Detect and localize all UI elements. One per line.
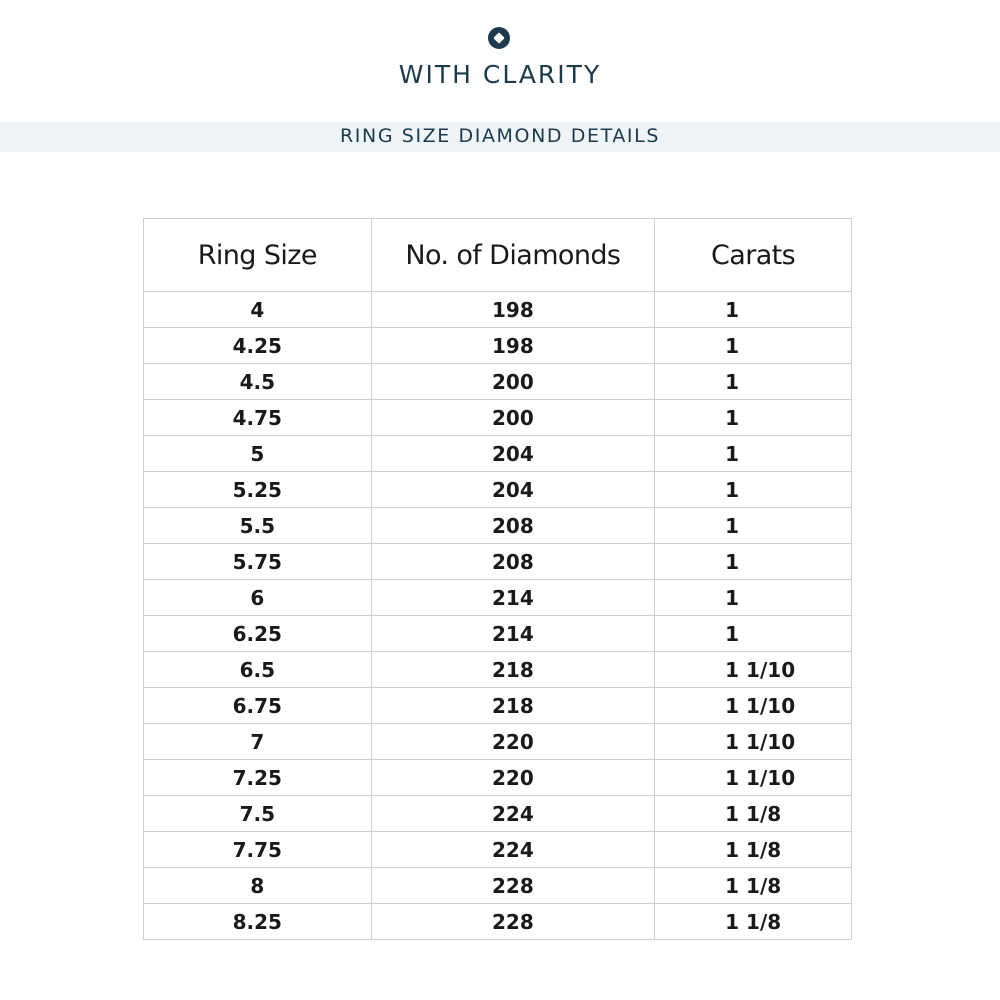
header-carats: Carats: [655, 219, 852, 292]
cell-no-of-diamonds: 198: [371, 292, 655, 328]
cell-carats: 1 1/8: [655, 796, 852, 832]
cell-carats: 1: [655, 580, 852, 616]
ring-size-table: [143, 218, 852, 940]
cell-ring-size: 6.25: [144, 616, 372, 652]
cell-carats: 1 1/10: [655, 724, 852, 760]
cell-ring-size: 5: [144, 436, 372, 472]
cell-no-of-diamonds: 220: [371, 724, 655, 760]
cell-carats: 1: [655, 364, 852, 400]
cell-no-of-diamonds: 208: [371, 508, 655, 544]
cell-ring-size: 4.25: [144, 328, 372, 364]
table-row: [144, 436, 852, 472]
cell-no-of-diamonds: 200: [371, 364, 655, 400]
table-row: [144, 796, 852, 832]
cell-carats: 1: [655, 508, 852, 544]
cell-carats: 1: [655, 328, 852, 364]
brand-logo-icon: [488, 27, 510, 49]
table-row: [144, 616, 852, 652]
table-row: [144, 580, 852, 616]
cell-no-of-diamonds: 208: [371, 544, 655, 580]
cell-carats: 1 1/8: [655, 832, 852, 868]
cell-carats: 1: [655, 292, 852, 328]
table-row: [144, 508, 852, 544]
table-row: [144, 868, 852, 904]
table-header-row: [144, 219, 852, 292]
cell-carats: 1 1/10: [655, 652, 852, 688]
cell-no-of-diamonds: 218: [371, 688, 655, 724]
header-no-of-diamonds: No. of Diamonds: [371, 219, 655, 292]
table-row: [144, 544, 852, 580]
table-row: [144, 472, 852, 508]
cell-no-of-diamonds: 200: [371, 400, 655, 436]
table-row: [144, 832, 852, 868]
brand-name: WITH CLARITY: [398, 60, 602, 89]
cell-ring-size: 4.5: [144, 364, 372, 400]
cell-ring-size: 6.75: [144, 688, 372, 724]
cell-carats: 1: [655, 436, 852, 472]
cell-no-of-diamonds: 220: [371, 760, 655, 796]
cell-ring-size: 4: [144, 292, 372, 328]
table-row: [144, 688, 852, 724]
cell-ring-size: 5.5: [144, 508, 372, 544]
table-row: [144, 364, 852, 400]
table-row: [144, 760, 852, 796]
cell-carats: 1: [655, 544, 852, 580]
cell-carats: 1: [655, 400, 852, 436]
cell-no-of-diamonds: 204: [371, 436, 655, 472]
header-ring-size: Ring Size: [144, 219, 372, 292]
cell-ring-size: 7.75: [144, 832, 372, 868]
cell-ring-size: 5.25: [144, 472, 372, 508]
cell-no-of-diamonds: 214: [371, 580, 655, 616]
cell-ring-size: 4.75: [144, 400, 372, 436]
cell-no-of-diamonds: 198: [371, 328, 655, 364]
cell-ring-size: 5.75: [144, 544, 372, 580]
cell-carats: 1: [655, 616, 852, 652]
page-title: RING SIZE DIAMOND DETAILS: [340, 125, 660, 147]
cell-carats: 1: [655, 472, 852, 508]
cell-no-of-diamonds: 204: [371, 472, 655, 508]
cell-ring-size: 8.25: [144, 904, 372, 940]
cell-no-of-diamonds: 214: [371, 616, 655, 652]
cell-no-of-diamonds: 218: [371, 652, 655, 688]
table-row: [144, 328, 852, 364]
cell-carats: 1 1/10: [655, 688, 852, 724]
cell-ring-size: 8: [144, 868, 372, 904]
cell-carats: 1 1/8: [655, 904, 852, 940]
table-row: [144, 652, 852, 688]
table-row: [144, 400, 852, 436]
cell-ring-size: 6: [144, 580, 372, 616]
cell-ring-size: 7.25: [144, 760, 372, 796]
cell-carats: 1 1/8: [655, 868, 852, 904]
cell-no-of-diamonds: 228: [371, 904, 655, 940]
table-row: [144, 292, 852, 328]
cell-ring-size: 7.5: [144, 796, 372, 832]
cell-carats: 1 1/10: [655, 760, 852, 796]
cell-no-of-diamonds: 224: [371, 832, 655, 868]
table-row: [144, 904, 852, 940]
cell-ring-size: 7: [144, 724, 372, 760]
cell-no-of-diamonds: 228: [371, 868, 655, 904]
table-row: [144, 724, 852, 760]
cell-no-of-diamonds: 224: [371, 796, 655, 832]
cell-ring-size: 6.5: [144, 652, 372, 688]
